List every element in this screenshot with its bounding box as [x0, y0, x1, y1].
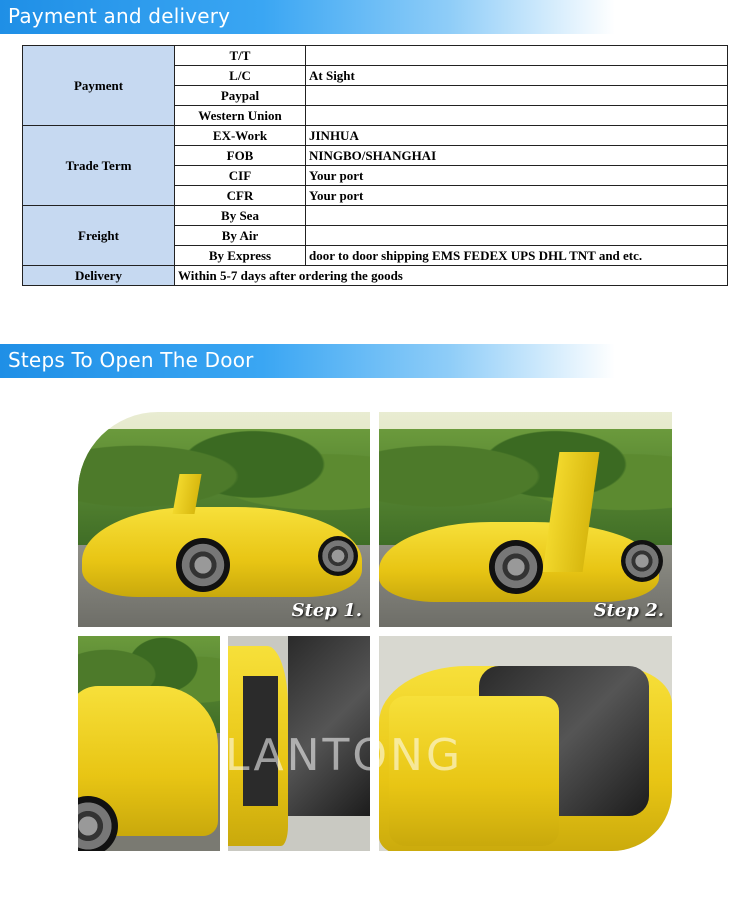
key-cell: CIF — [175, 166, 306, 186]
value-cell — [306, 86, 728, 106]
section-title: Payment and delivery — [8, 4, 231, 28]
key-cell: By Express — [175, 246, 306, 266]
photo-step-1 — [78, 412, 370, 627]
value-cell: NINGBO/SHANGHAI — [306, 146, 728, 166]
group-cell-payment: Payment — [23, 46, 175, 126]
group-cell-trade-term: Trade Term — [23, 126, 175, 206]
value-cell: door to door shipping EMS FEDEX UPS DHL TNT and etc. — [306, 246, 728, 266]
section-title: Steps To Open The Door — [8, 348, 254, 372]
table-row — [23, 266, 728, 286]
value-cell: Your port — [306, 166, 728, 186]
value-cell — [306, 106, 728, 126]
group-cell-delivery: Delivery — [23, 266, 175, 286]
step-1-label: Step 1. — [291, 600, 362, 621]
photo-step-3 — [78, 636, 220, 851]
payment-table — [22, 45, 728, 286]
photo-step-2 — [379, 412, 672, 627]
table-row — [23, 206, 728, 226]
key-cell: Paypal — [175, 86, 306, 106]
value-cell: JINHUA — [306, 126, 728, 146]
value-cell: Your port — [306, 186, 728, 206]
steps-banner — [0, 344, 750, 378]
key-cell: T/T — [175, 46, 306, 66]
value-cell: Within 5-7 days after ordering the goods — [175, 266, 728, 286]
key-cell: FOB — [175, 146, 306, 166]
key-cell: By Sea — [175, 206, 306, 226]
group-cell-freight: Freight — [23, 206, 175, 266]
table-row — [23, 46, 728, 66]
value-cell: At Sight — [306, 66, 728, 86]
key-cell: EX-Work — [175, 126, 306, 146]
key-cell: By Air — [175, 226, 306, 246]
value-cell — [306, 226, 728, 246]
table-row — [23, 126, 728, 146]
key-cell: L/C — [175, 66, 306, 86]
lantong-watermark: LANTONG — [225, 730, 464, 781]
key-cell: CFR — [175, 186, 306, 206]
value-cell — [306, 46, 728, 66]
value-cell — [306, 206, 728, 226]
payment-delivery-banner — [0, 0, 750, 34]
key-cell: Western Union — [175, 106, 306, 126]
step-2-label: Step 2. — [593, 600, 664, 621]
